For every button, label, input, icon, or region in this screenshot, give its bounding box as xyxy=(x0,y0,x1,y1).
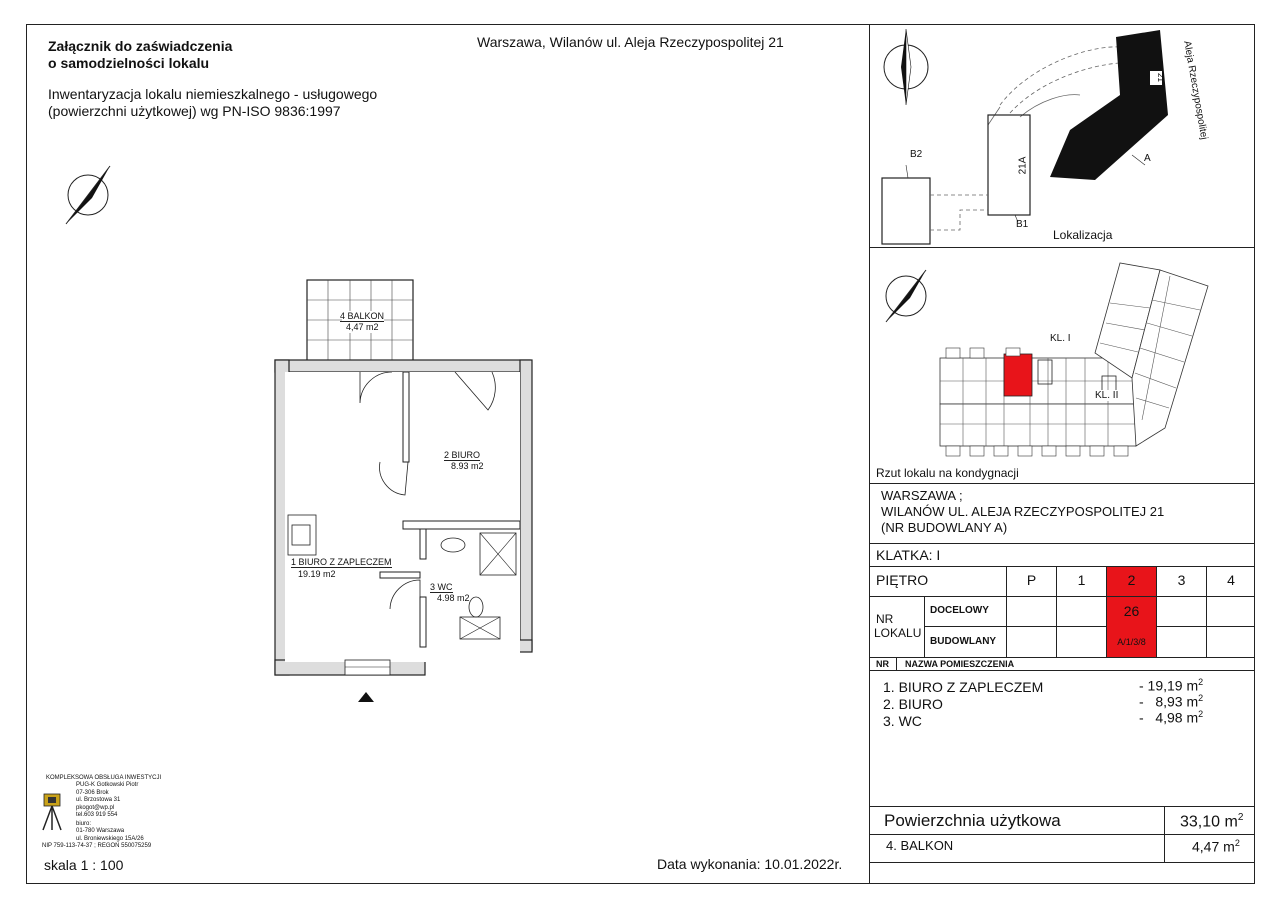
docelowy-value: 26 xyxy=(1123,603,1140,619)
room-list-item-1: 1. BIURO Z ZAPLECZEM xyxy=(883,679,1044,695)
room-list-item-3: 3. WC xyxy=(883,713,922,729)
room-label-biuro-zapleczem: 1 BIURO Z ZAPLECZEM xyxy=(291,557,392,567)
date-label: Data wykonania: 10.01.2022r. xyxy=(657,856,843,872)
kl2-label: KL. II xyxy=(1095,390,1119,401)
north-arrow-icon xyxy=(884,29,928,105)
floorplan-caption: Rzut lokalu na kondygnacji xyxy=(876,466,1019,480)
building-a-label: A xyxy=(1144,153,1151,164)
info-address-line2: WILANÓW UL. ALEJA RZECZYPOSPOLITEJ 21 xyxy=(881,504,1165,519)
room-list-area-2: - 8,93 $m^2$ xyxy=(1139,693,1204,710)
b1-label: B1 xyxy=(1016,219,1029,230)
floor-3: 3 xyxy=(1177,572,1186,588)
room-label-wc: 3 WC xyxy=(430,582,453,592)
usable-area-label: Powierzchnia użytkowa xyxy=(884,811,1061,830)
room-area-wc: 4.98 m2 xyxy=(437,593,470,603)
balcony-label: 4. BALKON xyxy=(886,838,954,853)
info-address-line3: (NR BUDOWLANY A) xyxy=(881,520,1008,535)
nr-label: NR xyxy=(876,612,894,626)
title-line2: o samodzielności lokalu xyxy=(48,55,210,71)
budowlany-label: BUDOWLANY xyxy=(930,636,997,647)
divider-floorplan xyxy=(869,483,1255,484)
budowlany-value: A/1/3/8 xyxy=(1117,637,1146,647)
subtitle-line1: Inwentaryzacja lokalu niemieszkalnego - usługowego xyxy=(48,86,378,102)
scale-label: skala 1 : 100 xyxy=(44,857,124,873)
usable-area-value: 33,10 $m^2$ xyxy=(1180,812,1244,831)
address-header: Warszawa, Wilanów ul. Aleja Rzeczypospolitej 21 xyxy=(477,34,784,50)
building-floor-map xyxy=(870,248,1254,483)
room-label-biuro: 2 BIURO xyxy=(444,450,481,460)
lokalu-label: LOKALU xyxy=(874,626,922,640)
room-label-balkon: 4 BALKON xyxy=(340,311,385,321)
balcony-value: 4,47 $m^2$ xyxy=(1192,838,1240,855)
rooms-header-name: NAZWA POMIESZCZENIA xyxy=(905,659,1015,669)
building-21a-label: 21A xyxy=(1017,156,1029,175)
kl1-label: KL. I xyxy=(1050,333,1071,344)
floor-p: P xyxy=(1026,572,1037,588)
north-arrow-icon xyxy=(58,160,118,230)
floor-4: 4 xyxy=(1227,572,1235,588)
room-area-biuro: 8.93 m2 xyxy=(451,461,484,471)
info-address-line1: WARSZAWA ; xyxy=(881,488,963,503)
floor-2: 2 xyxy=(1127,572,1136,588)
subtitle-line2: (powierzchni użytkowej) wg PN-ISO 9836:1997 xyxy=(48,103,341,119)
room-area-balkon: 4,47 m2 xyxy=(346,322,379,332)
b2-label: B2 xyxy=(910,149,923,160)
docelowy-label: DOCELOWY xyxy=(930,605,989,616)
rooms-header-nr: NR xyxy=(876,659,889,669)
surveyor-logo-icon xyxy=(40,792,64,832)
room-list-area-3: - 4,98 $m^2$ xyxy=(1139,709,1204,726)
pietro-label: PIĘTRO xyxy=(876,572,929,588)
room-list-area-1: - 19,19 $m^2$ xyxy=(1139,677,1204,694)
location-map xyxy=(870,25,1254,247)
floor-1: 1 xyxy=(1077,572,1086,588)
building-21-label: 21 xyxy=(1155,73,1165,82)
north-arrow-icon xyxy=(886,270,926,322)
title-line1: Załącznik do zaświadczenia xyxy=(48,38,233,54)
room-area-biuro-zapleczem: 19.19 m2 xyxy=(298,569,336,579)
apartment-plan xyxy=(270,275,550,695)
street-label: Aleja Rzeczypospolitej xyxy=(1181,40,1210,141)
klatka-label: KLATKA: I xyxy=(876,547,941,563)
room-list-item-2: 2. BIURO xyxy=(883,696,943,712)
location-caption: Lokalizacja xyxy=(1053,228,1113,242)
